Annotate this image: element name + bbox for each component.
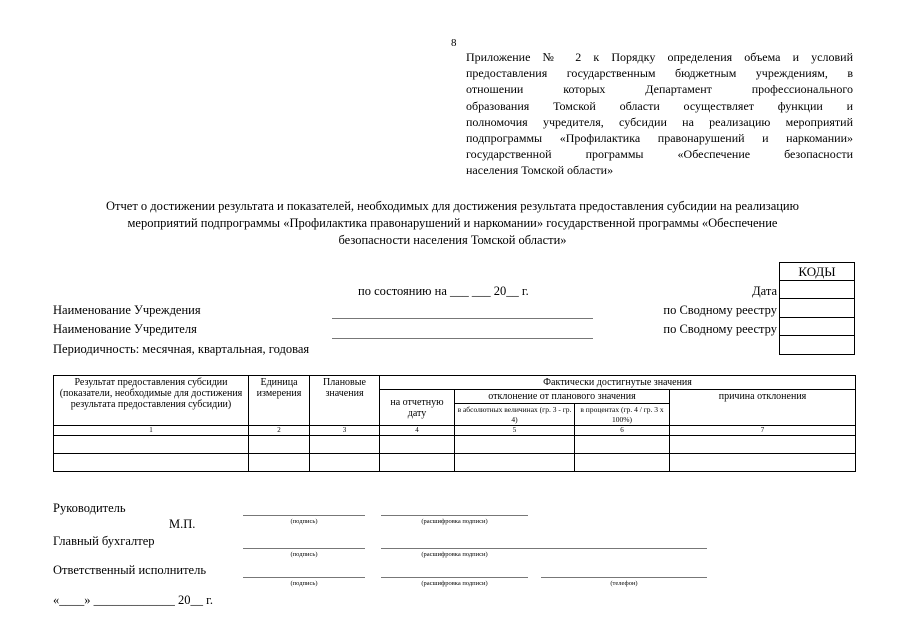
report-title-line: безопасности населения Томской области»: [338, 233, 567, 247]
column-number-row: [54, 426, 856, 436]
table-cell[interactable]: [455, 436, 575, 454]
responsible-label: Ответственный исполнитель: [53, 563, 207, 577]
institution-line[interactable]: [332, 318, 593, 319]
appendix-line: подпрограммы «Профилактика правонарушений и наркомании»: [466, 130, 853, 145]
results-table: [53, 375, 856, 472]
head-signature-line[interactable]: [243, 515, 365, 516]
signature-date: «____» _____________ 20__ г.: [53, 593, 213, 607]
column-number: 3: [310, 426, 380, 436]
report-title-line: мероприятий подпрограммы «Профилактика правонарушений и наркомании» государственной программы «Обеспечение: [127, 216, 778, 230]
appendix-line: отношении которых Департамент профессионального: [466, 82, 853, 97]
accountant-signature-line[interactable]: [243, 548, 365, 549]
col-absolute-header: в абсолютных величинах (гр. 3 - гр. 4): [455, 404, 575, 426]
decoding-caption: (расшифровка подписи): [421, 580, 488, 587]
column-number: 1: [54, 426, 249, 436]
table-cell[interactable]: [380, 454, 455, 472]
stamp-label: М.П.: [169, 517, 196, 531]
col-percent-header: в процентах (гр. 4 / гр. 3 х 100%): [575, 404, 670, 426]
col-result-header: Результат предоставления субсидии (показатели, необходимые для достижения результата предоставления субсидии): [54, 376, 249, 426]
code-cell-registry-1[interactable]: [779, 299, 855, 318]
signature-caption: (подпись): [290, 518, 318, 525]
column-number: 7: [670, 426, 856, 436]
col-plan-header: Плановые значения: [310, 376, 380, 426]
report-title: [40, 198, 865, 249]
appendix-line: предоставления государственным бюджетным учреждениям, в: [466, 66, 853, 81]
appendix-line: Приложение № 2 к Порядку определения объема и условий: [466, 50, 853, 64]
codes-header: КОДЫ: [779, 262, 855, 281]
periodicity-label: Периодичность: месячная, квартальная, годовая: [53, 342, 310, 356]
column-number: 4: [380, 426, 455, 436]
column-number: 2: [249, 426, 310, 436]
column-number: 6: [575, 426, 670, 436]
signature-caption: (подпись): [290, 551, 318, 558]
col-reason-header: причина отклонения: [670, 390, 856, 426]
accountant-label: Главный бухгалтер: [53, 534, 155, 548]
decoding-caption: (расшифровка подписи): [421, 518, 488, 525]
code-cell-registry-2[interactable]: [779, 318, 855, 337]
col-unit-header: Единица измерения: [249, 376, 310, 426]
registry-label-1: по Сводному реестру: [663, 303, 777, 317]
appendix-line: государственной программы «Обеспечение безопасности: [466, 147, 853, 162]
appendix-note: [466, 49, 853, 179]
table-cell[interactable]: [310, 454, 380, 472]
responsible-phone-line[interactable]: [541, 577, 707, 578]
table-cell[interactable]: [380, 436, 455, 454]
col-reporting-date-header: на отчетную дату: [380, 390, 455, 426]
founder-line[interactable]: [332, 338, 593, 339]
col-actual-header: Фактически достигнутые значения: [380, 376, 856, 390]
report-title-line: Отчет о достижении результата и показателей, необходимых для достижения результата предоставления субсидии на реализацию: [106, 199, 799, 213]
signature-caption: (подпись): [290, 580, 318, 587]
table-row: [54, 436, 856, 454]
table-cell[interactable]: [455, 454, 575, 472]
registry-label-2: по Сводному реестру: [663, 322, 777, 336]
table-row: [54, 454, 856, 472]
head-label: Руководитель: [53, 501, 126, 515]
table-cell[interactable]: [575, 436, 670, 454]
accountant-decoding-line[interactable]: [381, 548, 707, 549]
table-cell[interactable]: [575, 454, 670, 472]
appendix-line: полномочия учредителя, субсидии на реализацию мероприятий: [466, 114, 853, 129]
table-cell[interactable]: [670, 436, 856, 454]
phone-caption: (телефон): [610, 580, 638, 587]
code-cell-periodicity[interactable]: [779, 336, 855, 355]
table-cell[interactable]: [670, 454, 856, 472]
code-cell-date[interactable]: [779, 281, 855, 300]
codes-box: [779, 262, 855, 355]
institution-label: Наименование Учреждения: [53, 303, 201, 317]
as-of-date: по состоянию на ___ ___ 20__ г.: [358, 284, 529, 298]
column-number: 5: [455, 426, 575, 436]
responsible-decoding-line[interactable]: [381, 577, 528, 578]
appendix-line: населения Томской области»: [466, 163, 614, 178]
table-cell[interactable]: [310, 436, 380, 454]
page-number: 8: [451, 37, 457, 49]
table-cell[interactable]: [249, 436, 310, 454]
table-cell[interactable]: [54, 454, 249, 472]
table-cell[interactable]: [54, 436, 249, 454]
table-cell[interactable]: [249, 454, 310, 472]
col-deviation-header: отклонение от планового значения: [455, 390, 670, 404]
decoding-caption: (расшифровка подписи): [421, 551, 488, 558]
head-decoding-line[interactable]: [381, 515, 528, 516]
responsible-signature-line[interactable]: [243, 577, 365, 578]
founder-label: Наименование Учредителя: [53, 322, 197, 336]
date-label: Дата: [752, 284, 777, 298]
appendix-line: образования Томской области осуществляет функции и: [466, 98, 853, 113]
